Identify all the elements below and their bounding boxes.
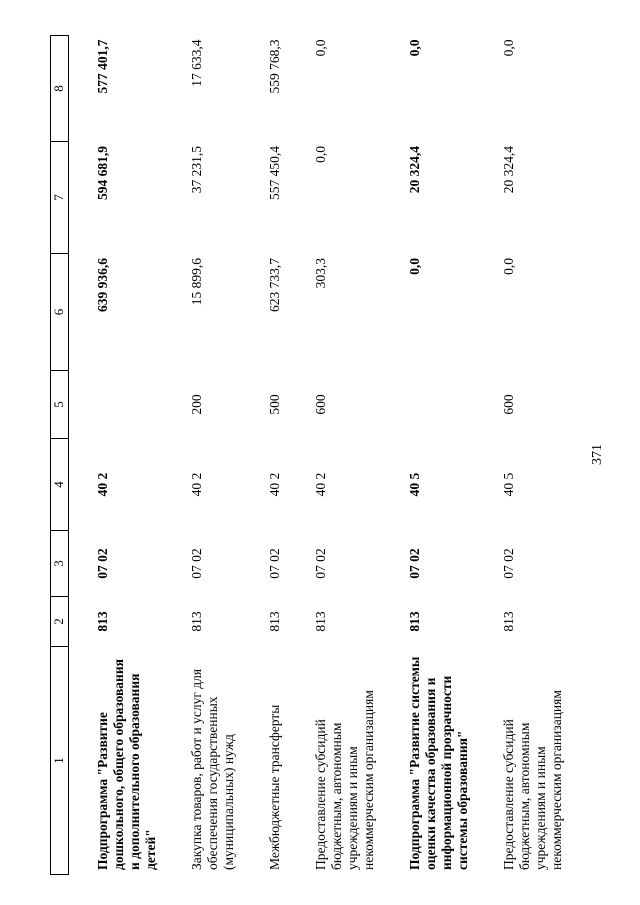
row-col8-cell: 559 768,3 (267, 39, 282, 94)
header-col-3: 3 (51, 531, 69, 597)
row-name-cell: Подпрограмма "Развитие дошкольного, общего образования и дополнительного образования детей" (95, 659, 158, 870)
row-col2-cell: 813 (407, 611, 422, 632)
row-col8-cell: 577 401,7 (95, 39, 110, 94)
row-col5-cell: 500 (267, 394, 282, 415)
row-col3-cell: 07 02 (407, 548, 422, 579)
row-col2-cell: 813 (267, 611, 282, 632)
row-col4-cell: 40 2 (189, 472, 204, 497)
row-col2-cell: 813 (501, 611, 516, 632)
header-col-2: 2 (51, 597, 69, 647)
row-col6-cell: 623 733,7 (267, 258, 282, 312)
row-col2-cell: 813 (95, 611, 110, 632)
header-row (51, 36, 69, 875)
row-name-cell: Закупка товаров, работ и услуг для обеспечения государственных (муниципальных) нужд (189, 668, 236, 870)
row-col3-cell: 07 02 (501, 548, 516, 579)
header-col-7: 7 (51, 142, 69, 254)
row-col7-cell: 557 450,4 (267, 146, 282, 200)
row-col7-cell: 20 324,4 (501, 146, 516, 194)
table-row (161, 36, 239, 875)
row-col3-cell: 07 02 (189, 548, 204, 579)
row-col5-cell (69, 371, 162, 439)
row-col5-cell: 600 (501, 394, 516, 415)
row-col8-cell: 0,0 (501, 39, 516, 57)
row-col2-cell: 813 (189, 611, 204, 632)
header-col-6: 6 (51, 254, 69, 371)
table-row (285, 36, 379, 875)
row-col6-cell: 0,0 (407, 258, 422, 275)
header-col-5: 5 (51, 371, 69, 439)
table-row (379, 36, 473, 875)
row-name-cell: Подпрограмма "Развитие системы оценки качества образования и информационной прозрачности системы образования" (407, 656, 470, 870)
table-row (239, 36, 285, 875)
budget-table (50, 35, 569, 875)
row-col8-cell: 0,0 (407, 39, 422, 57)
row-col7-cell: 37 231,5 (189, 146, 204, 194)
row-name-cell: Предоставление субсидий бюджетным, автономным учреждениям и иным некоммерческим организациям (313, 690, 376, 870)
table-header (51, 36, 69, 875)
row-col6-cell: 0,0 (501, 258, 516, 275)
header-col-1: 1 (51, 647, 69, 875)
row-col7-cell: 20 324,4 (407, 146, 422, 194)
row-col7-cell: 0,0 (313, 146, 328, 163)
row-col2-cell: 813 (313, 611, 328, 632)
table-row (69, 36, 162, 875)
row-name-cell: Предоставление субсидий бюджетным, автономным учреждениям и иным некоммерческим организациям (501, 690, 564, 870)
row-col5-cell: 600 (313, 394, 328, 415)
table-row (473, 36, 569, 875)
row-col4-cell: 40 2 (313, 472, 328, 497)
row-col6-cell: 303,3 (313, 258, 328, 289)
row-col5-cell (379, 371, 473, 439)
row-col3-cell: 07 02 (313, 548, 328, 579)
header-col-8: 8 (51, 36, 69, 142)
row-col5-cell: 200 (189, 394, 204, 415)
row-col8-cell: 17 633,4 (189, 39, 204, 87)
header-col-4: 4 (51, 439, 69, 531)
row-col6-cell: 639 936,6 (95, 258, 110, 312)
row-col3-cell: 07 02 (95, 548, 110, 579)
row-col4-cell: 40 2 (267, 472, 282, 497)
row-col8-cell: 0,0 (313, 39, 328, 57)
page-number: 371 (590, 444, 605, 465)
row-col4-cell: 40 5 (407, 472, 422, 497)
row-col3-cell: 07 02 (267, 548, 282, 579)
row-name-cell: Межбюджетные трансферты (267, 704, 282, 870)
row-col4-cell: 40 2 (95, 472, 110, 497)
table-body (69, 36, 570, 875)
row-col7-cell: 594 681,9 (95, 146, 110, 200)
row-col4-cell: 40 5 (501, 472, 516, 497)
row-col6-cell: 15 899,6 (189, 258, 204, 306)
